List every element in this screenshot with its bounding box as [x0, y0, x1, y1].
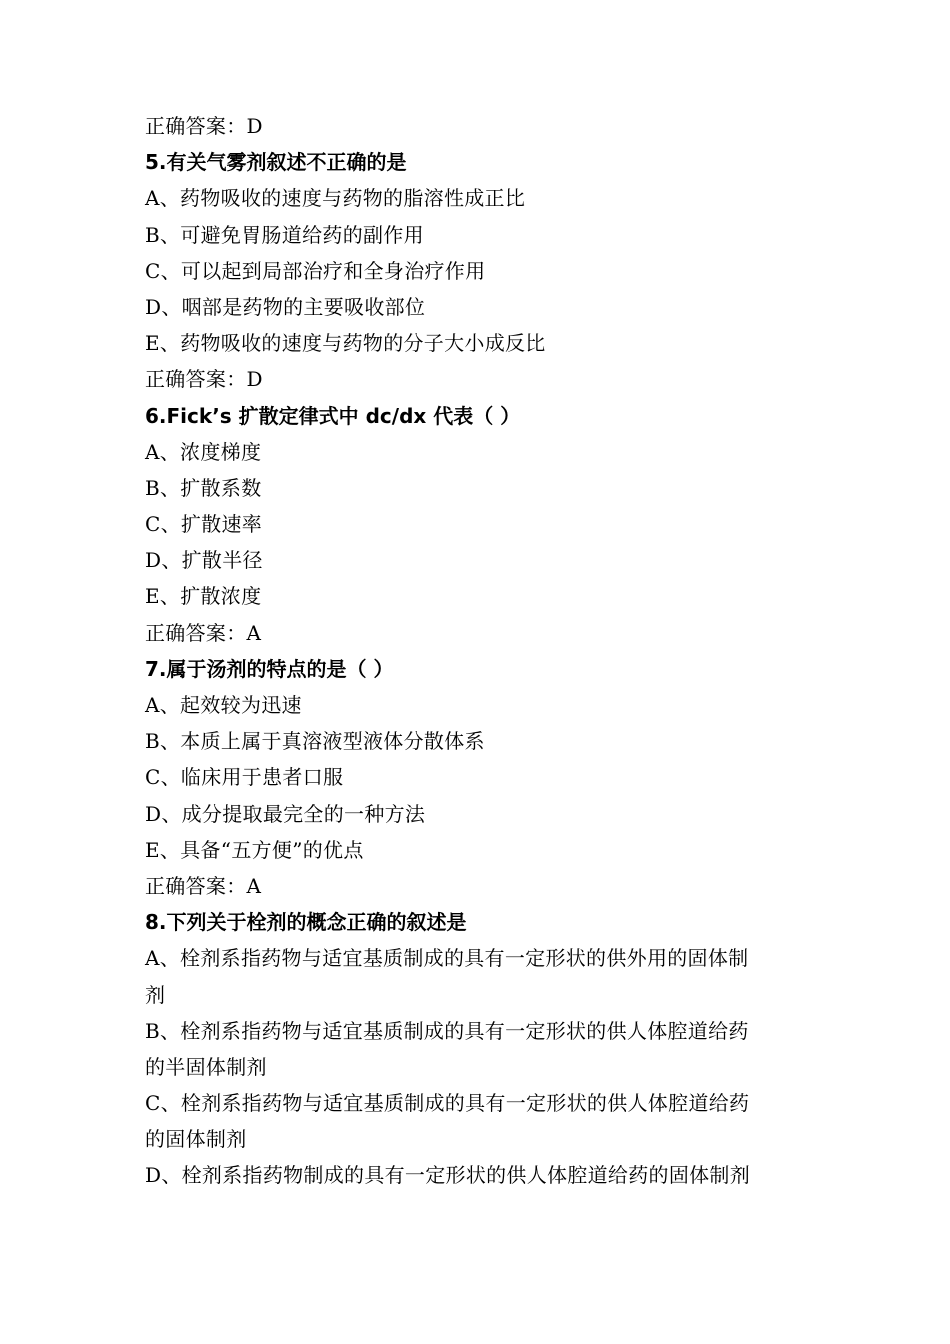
- option-line: D、扩散半径: [145, 548, 263, 573]
- option-line: E、扩散浓度: [145, 584, 262, 609]
- option-line: A、药物吸收的速度与药物的脂溶性成正比: [145, 186, 526, 211]
- option-continuation-line: 的固体制剂: [145, 1127, 247, 1152]
- option-line: B、本质上属于真溶液型液体分散体系: [145, 729, 485, 754]
- option-line: B、扩散系数: [145, 475, 262, 500]
- answer-line: 正确答案：A: [145, 620, 262, 645]
- option-line: E、具备“五方便”的优点: [145, 837, 364, 862]
- option-line: A、起效较为迅速: [145, 693, 302, 717]
- option-line: D、咽部是药物的主要吸收部位: [145, 294, 426, 319]
- question-title: 5.有关气雾剂叙述不正确的是: [145, 150, 407, 175]
- option-line: C、临床用于患者口服: [145, 765, 344, 790]
- question-title: 7.属于汤剂的特点的是（ ）: [145, 656, 394, 681]
- option-line: D、栓剂系指药物制成的具有一定形状的供人体腔道给药的固体制剂: [145, 1163, 751, 1188]
- option-continuation-line: 的半固体制剂: [145, 1054, 267, 1079]
- option-line: C、扩散速率: [145, 512, 263, 537]
- question-title: 6.Fick’s 扩散定律式中 dc/dx 代表（ ）: [145, 403, 521, 428]
- document-page: [145, 108, 817, 1194]
- question-title: 8.下列关于栓剂的概念正确的叙述是: [145, 910, 467, 935]
- option-continuation-line: 剂: [145, 982, 166, 1007]
- answer-line: 正确答案：A: [145, 873, 262, 898]
- answer-line: 正确答案：D: [145, 114, 263, 138]
- option-line: C、可以起到局部治疗和全身治疗作用: [145, 258, 486, 283]
- option-line: D、成分提取最完全的一种方法: [145, 801, 426, 826]
- option-line: B、栓剂系指药物与适宜基质制成的具有一定形状的供人体腔道给药: [145, 1018, 749, 1043]
- option-line: A、浓度梯度: [145, 439, 262, 464]
- option-line: C、栓剂系指药物与适宜基质制成的具有一定形状的供人体腔道给药: [145, 1091, 750, 1116]
- option-line: A、栓剂系指药物与适宜基质制成的具有一定形状的供外用的固体制: [145, 946, 749, 971]
- option-line: E、药物吸收的速度与药物的分子大小成反比: [145, 331, 546, 356]
- option-line: B、可避免胃肠道给药的副作用: [145, 222, 424, 247]
- answer-line: 正确答案：D: [145, 367, 263, 392]
